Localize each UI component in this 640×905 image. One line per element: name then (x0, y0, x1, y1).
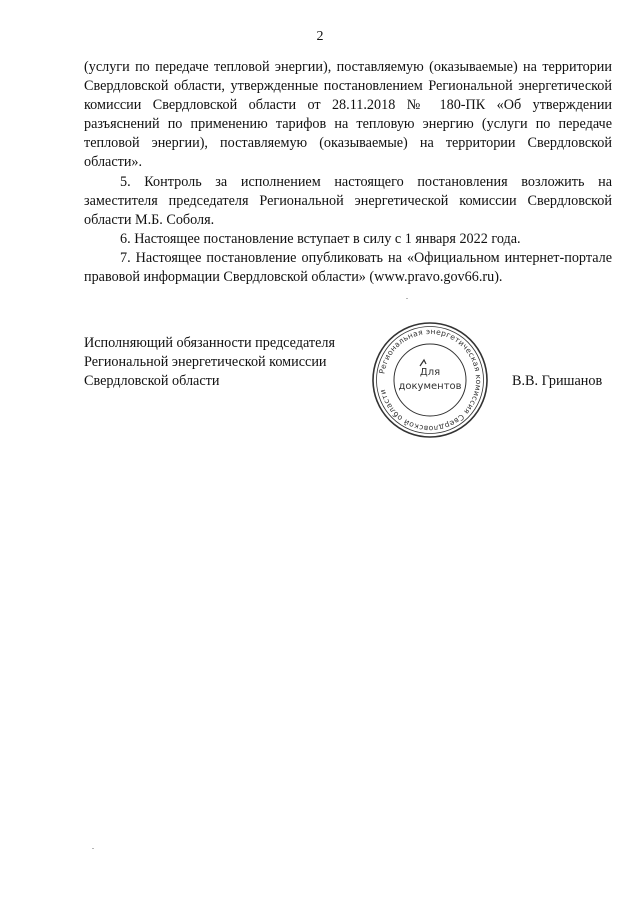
paragraph-continuation: (услуги по передаче тепловой энергии), поставляемую (оказываемые) на территории Свердловской области, утвержденные постановлением Региональной энергетической комиссии Свердловской области от 28.11.2018 № 180-ПК «Об утверждении разъяснений по применению тарифов на тепловую энергию (услуги по передаче тепловой энергии), поставляемую (оказываемые) на территории Свердловской области». (84, 59, 612, 171)
paragraph-item-7: 7. Настоящее постановление опубликовать на «Официальном интернет-портале правовой информации Свердловской области» (www.pravo.gov66.ru). (84, 249, 612, 286)
seal-emblem-mark (420, 360, 426, 366)
page-number: 2 (316, 29, 324, 44)
signatory-position-line: Исполняющий обязанности председателя (84, 335, 335, 351)
seal-ring-text: Региональная энергетическая комиссия Свердловской области (377, 326, 484, 434)
document-body (84, 58, 612, 287)
signatory-name: В.В. Гришанов (512, 373, 603, 389)
official-seal-stamp (368, 318, 492, 442)
signatory-position (84, 334, 384, 391)
paragraph-item-5: 5. Контроль за исполнением настоящего постановления возложить на заместителя председателя Региональной энергетической комиссии Свердловской области М.Б. Соболя. (84, 173, 612, 228)
paragraph-item-6: 6. Настоящее постановление вступает в силу с 1 января 2022 года. (120, 230, 521, 247)
scan-speck (406, 298, 408, 299)
seal-center-text: Для (419, 367, 441, 378)
seal-center-text: документов (398, 381, 462, 392)
svg-text:Региональная энергетическая ко (377, 327, 483, 433)
signatory-position-line: Свердловской области (84, 373, 220, 390)
signatory-position-line: Региональной энергетической комиссии (84, 354, 327, 371)
scan-speck (92, 848, 94, 849)
